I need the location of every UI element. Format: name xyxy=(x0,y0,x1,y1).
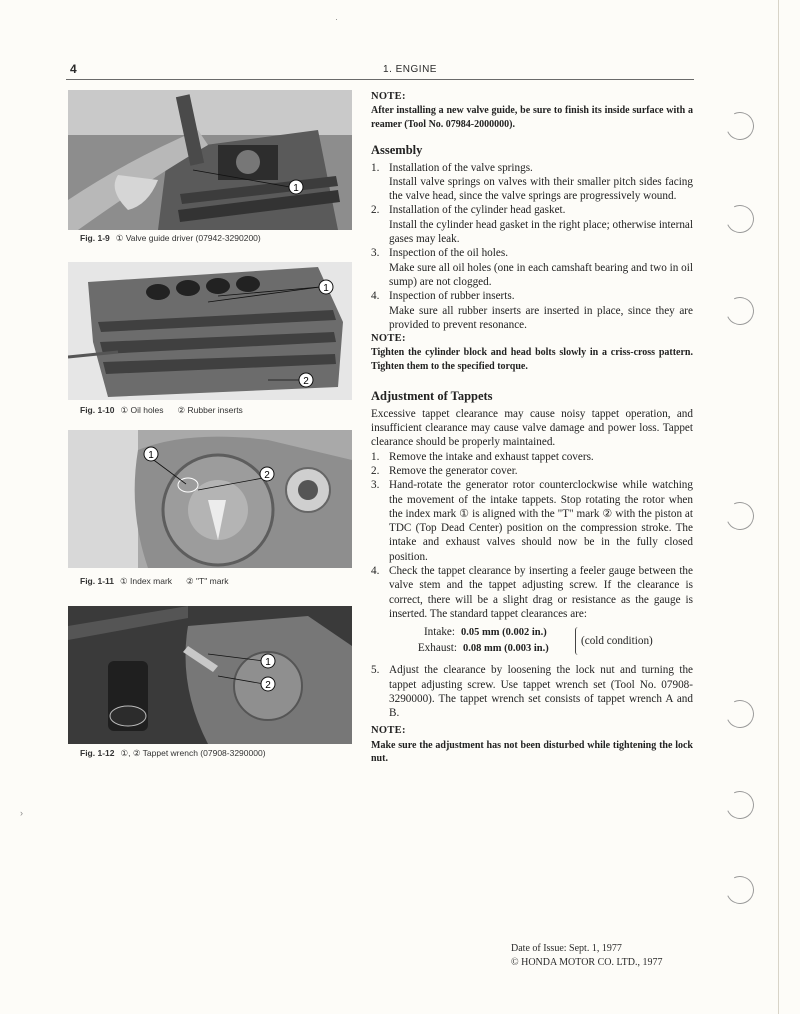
figure-caption: Fig. 1-9 ① Valve guide driver (07942-3290200) xyxy=(80,233,261,243)
list-item: 1. Installation of the valve springs. Install valve springs on valves with their smaller pitch sides facing the valve head, since the valve springs are progressively wound. xyxy=(371,161,693,203)
photo-valve-guide-driver xyxy=(68,90,352,230)
exhaust-label: Exhaust: xyxy=(417,642,457,655)
binder-hole xyxy=(722,696,758,732)
intake-label: Intake: xyxy=(423,626,455,639)
figure-caption: Fig. 1-12 ①, ② Tappet wrench (07908-3290000) xyxy=(80,748,266,758)
section-title-assembly: Assembly xyxy=(371,143,423,158)
list-item: 2. Installation of the cylinder head gasket. Install the cylinder head gasket in the right place; otherwise internal gases may leak. xyxy=(371,204,693,246)
list-item: 1. Remove the intake and exhaust tappet covers. xyxy=(371,450,594,463)
callout-1: 1 xyxy=(265,657,271,668)
page-edge xyxy=(778,0,779,1014)
note-text: After installing a new valve guide, be sure to finish its inside surface with a reamer (Tool No. 07984-2000000). xyxy=(371,105,693,130)
photo-tappet-wrench xyxy=(68,606,352,744)
binder-hole xyxy=(722,108,758,144)
note-heading: NOTE: xyxy=(371,91,406,102)
note-text: Make sure the adjustment has not been disturbed while tightening the lock nut. xyxy=(371,739,693,765)
tappets-list xyxy=(371,450,693,622)
photo-generator-rotor xyxy=(68,430,352,568)
figure-caption: Fig. 1-10 ① Oil holes ② Rubber inserts xyxy=(80,405,243,415)
list-item: 3. Hand-rotate the generator rotor counterclockwise while watching the movement of the intake tappets. Stop rotating the rotor when the index mark ① is aligned with the "T" mark ② with the piston at TDC (Top Dead Center) position on the compression stroke. The intake and exhaust valves should now be in the fully closed position. xyxy=(371,479,693,563)
copyright: © HONDA MOTOR CO. LTD., 1977 xyxy=(511,957,663,968)
text-column xyxy=(371,90,693,766)
tappets-list-continued xyxy=(371,663,693,720)
list-item: 3. Inspection of the oil holes. Make sure all oil holes (one in each camshaft bearing and two in oil sump) are not clogged. xyxy=(371,247,693,288)
note-heading: NOTE: xyxy=(371,725,406,737)
speck: · xyxy=(335,14,338,24)
callout-1: 1 xyxy=(293,183,299,194)
tappets-intro: Excessive tappet clearance may cause noisy tappet operation, and insufficient clearance may cause valve damage and power loss. Tappet clearance should be properly maintained. xyxy=(371,407,693,449)
callout-1: 1 xyxy=(323,283,329,294)
section-title-tappets: Adjustment of Tappets xyxy=(371,389,493,404)
clearance-table xyxy=(385,625,693,659)
list-item: 2. Remove the generator cover. xyxy=(371,464,518,477)
header-rule xyxy=(66,79,694,80)
assembly-list xyxy=(371,161,693,333)
callout-2: 2 xyxy=(264,470,270,481)
note-text: Tighten the cylinder block and head bolts slowly in a criss-cross pattern. Tighten them to the specified torque. xyxy=(371,347,693,372)
binder-hole xyxy=(722,872,758,908)
callout-2: 2 xyxy=(265,680,271,691)
issue-date: Date of Issue: Sept. 1, 1977 xyxy=(511,943,622,954)
list-item: 5. Adjust the clearance by loosening the lock nut and turning the tappet adjusting screw. Use tappet wrench set (Tool No. 07908-3290000). The tappet wrench set consists of tappet wrench A and B. xyxy=(371,664,693,720)
photo-cylinder-head xyxy=(68,262,352,400)
figure-caption: Fig. 1-11 ① Index mark ② "T" mark xyxy=(80,576,229,586)
note-heading: NOTE: xyxy=(371,333,406,345)
binder-hole xyxy=(722,498,758,534)
speck: › xyxy=(20,808,23,818)
callout-1: 1 xyxy=(148,450,154,461)
condition-label: (cold condition) xyxy=(581,635,653,648)
callout-2: 2 xyxy=(303,376,309,387)
section-header: 1. ENGINE xyxy=(383,64,437,75)
binder-hole xyxy=(722,293,758,329)
list-item: 4. Inspection of rubber inserts. Make sure all rubber inserts are inserted in place, since they are provided to prevent resonance. xyxy=(371,290,693,331)
footer xyxy=(511,942,663,970)
page-number: 4 xyxy=(70,62,77,76)
intake-value: 0.05 mm (0.002 in.) xyxy=(461,627,547,639)
binder-hole xyxy=(722,787,758,823)
list-item: 4. Check the tappet clearance by inserting a feeler gauge between the valve stem and the tappet adjusting screw. If the clearance is correct, there will be a slight drag or resistance as the gauge is inserted. The standard tappet clearances are: xyxy=(371,565,693,620)
exhaust-value: 0.08 mm (0.003 in.) xyxy=(463,643,549,655)
binder-hole xyxy=(722,201,758,237)
